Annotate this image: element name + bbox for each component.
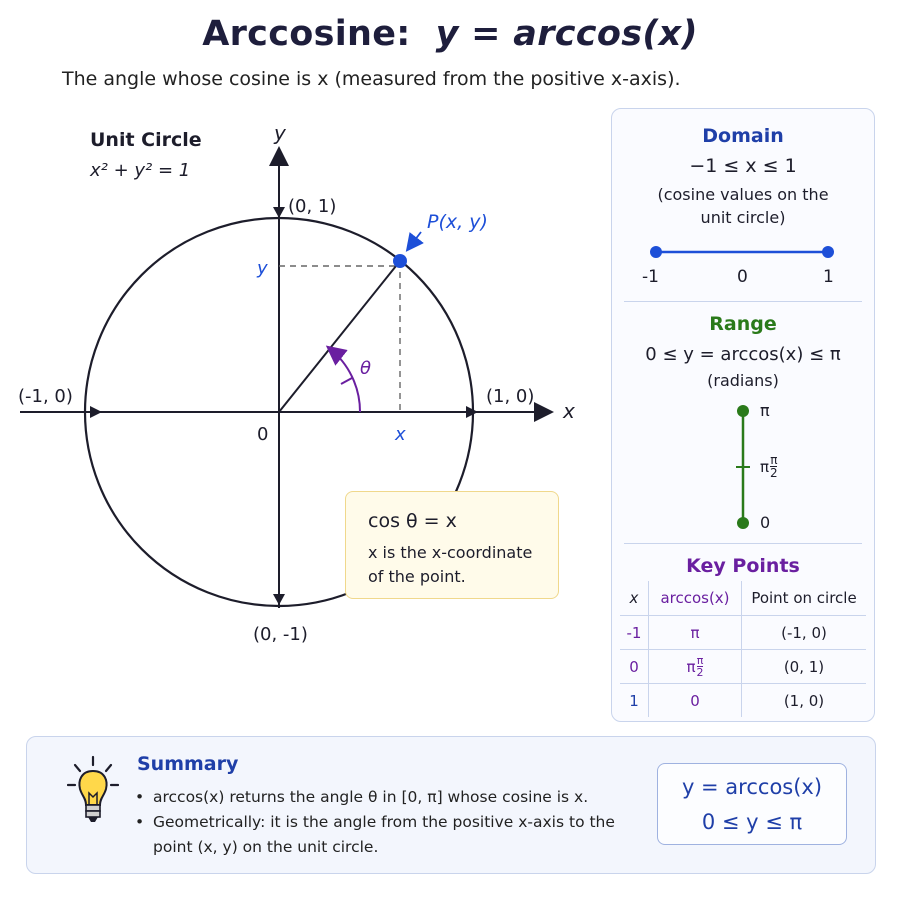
point-bottom-label: (0, -1) (253, 624, 308, 645)
circle-equation: x² + y² = 1 (90, 160, 191, 181)
summary-box (26, 736, 876, 874)
key-points-title: Key Points (686, 555, 800, 577)
point-p-label: P(x, y) (427, 211, 488, 233)
range-title: Range (709, 313, 777, 335)
range-number-line (612, 399, 874, 529)
lightbulb-icon (67, 755, 119, 831)
range-mid-label: π π 2 (760, 453, 778, 480)
table-row (620, 616, 866, 650)
range-bottom-label: 0 (760, 513, 771, 532)
table-header-row (620, 581, 866, 616)
angle-arc (329, 348, 360, 412)
projection-x-label: x (395, 424, 406, 445)
radius-line (279, 261, 400, 412)
domain-tick-neg1: -1 (642, 267, 659, 287)
cell-point: (0, 1) (742, 650, 867, 684)
list-item: point (x, y) on the unit circle. (153, 838, 379, 856)
cell-point: (-1, 0) (742, 616, 867, 650)
domain-note-line2: unit circle) (700, 208, 786, 227)
table-row (620, 650, 866, 684)
panel-divider (624, 301, 862, 302)
cell-x: 0 (620, 650, 649, 684)
point-top-label: (0, 1) (288, 196, 337, 217)
point-right-label: (1, 0) (486, 386, 535, 407)
circle-title: Unit Circle (90, 129, 202, 151)
table-row (620, 684, 866, 718)
range-note: (radians) (707, 371, 779, 390)
list-item: • Geometrically: it is the angle from the positive x-axis to the (135, 813, 615, 831)
panel-divider (624, 543, 862, 544)
list-item: • arccos(x) returns the angle θ in [0, π] whose cosine is x. (135, 788, 589, 806)
column-header: arccos(x) (649, 581, 742, 616)
projection-y-label: y (257, 258, 268, 279)
domain-tick-0: 0 (737, 267, 748, 287)
unit-circle-diagram (0, 110, 600, 730)
column-header: x (620, 581, 649, 616)
summary-formula: y = arccos(x) (681, 775, 823, 799)
range-top-label: π (760, 401, 770, 420)
cosine-definition-box (345, 491, 559, 599)
key-points-table (620, 581, 866, 717)
cosine-note-line1: x is the x-coordinate (368, 543, 533, 562)
domain-inequality: −1 ≤ x ≤ 1 (689, 155, 797, 177)
point-p (393, 254, 407, 268)
cosine-note-line2: of the point. (368, 567, 466, 586)
axis-y-label: y (274, 121, 286, 145)
cell-arccos: π π 2 (649, 650, 742, 684)
summary-title: Summary (137, 753, 239, 775)
cosine-formula: cos θ = x (368, 510, 457, 532)
point-pointer (408, 232, 421, 249)
angle-label: θ (360, 358, 372, 379)
summary-formula-range: 0 ≤ y ≤ π (701, 810, 803, 834)
axis-x-label: x (563, 399, 575, 423)
cell-x: 1 (629, 691, 639, 710)
page-title: Arccosine: y = arccos(x) (202, 14, 698, 54)
cell-arccos: π (649, 616, 742, 650)
cell-arccos: 0 (649, 684, 742, 718)
cell-point: (1, 0) (742, 684, 867, 718)
column-header: Point on circle (742, 581, 867, 616)
domain-note-line1: (cosine values on the (657, 185, 829, 204)
page-subtitle: The angle whose cosine is x (measured from the positive x-axis). (62, 68, 681, 90)
summary-formula-box (657, 763, 847, 845)
summary-list (135, 785, 615, 860)
point-left-label: (-1, 0) (18, 386, 73, 407)
domain-title: Domain (702, 125, 784, 147)
range-inequality: 0 ≤ y = arccos(x) ≤ π (645, 344, 841, 365)
info-panel (611, 108, 875, 722)
domain-number-line (612, 237, 874, 267)
origin-label: 0 (257, 424, 269, 445)
cell-x: -1 (620, 616, 649, 650)
domain-tick-1: 1 (823, 267, 834, 287)
